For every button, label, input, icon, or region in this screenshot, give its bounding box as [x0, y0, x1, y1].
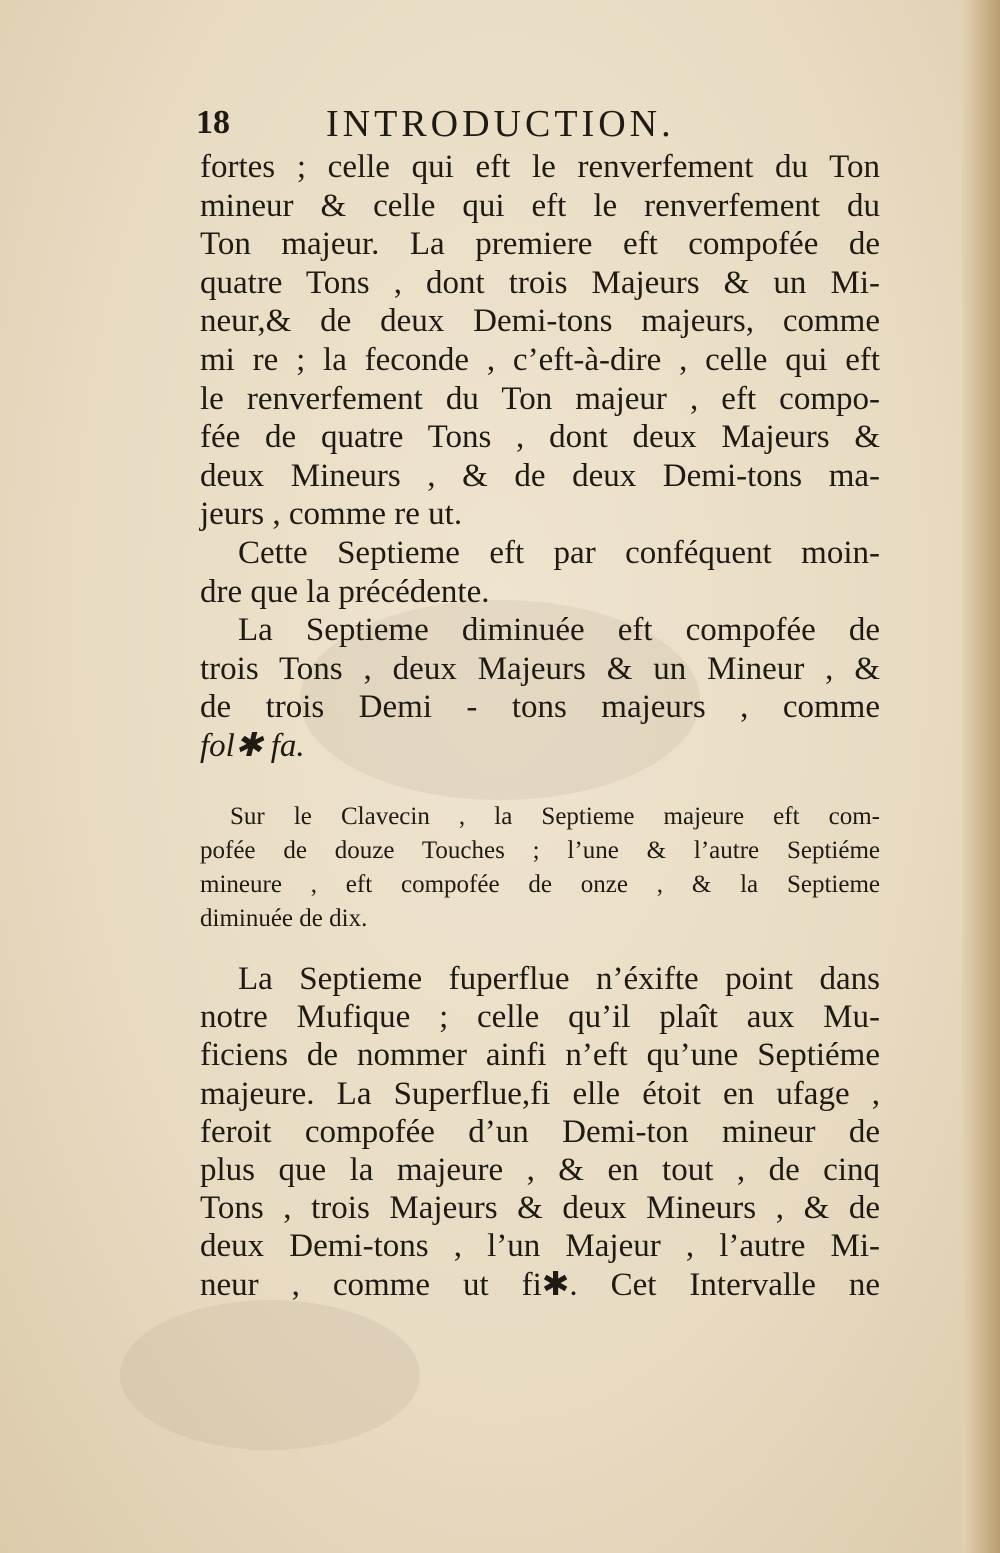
text-line: fée de quatre Tons , dont deux Majeurs &: [200, 419, 880, 456]
text-line: mineur & celle qui eft le renverfement du: [200, 187, 880, 224]
main-text-block: [200, 148, 880, 766]
text-line: majeure. La Superflue,fi elle étoit en ufage ,: [200, 1075, 880, 1112]
page-number: 18: [196, 104, 230, 141]
footnote-block: [200, 800, 880, 936]
text-line: mi re ; la feconde , c’eft-à-dire , celle qui eft: [200, 341, 880, 378]
text-line: de trois Demi - tons majeurs , comme: [200, 689, 880, 726]
running-title: INTRODUCTION.: [326, 103, 675, 145]
text-line: feroit compofée d’un Demi-ton mineur de: [200, 1113, 880, 1150]
paper-stain: [120, 1300, 420, 1450]
text-line: ficiens de nommer ainfi n’eft qu’une Septiéme: [200, 1037, 880, 1074]
main-text-block: [200, 960, 880, 1304]
note-line: diminuée de dix.: [200, 905, 368, 932]
text-line: neur , comme ut fi✱. Cet Intervalle ne: [200, 1266, 880, 1303]
text-line: La Septieme diminuée eft compofée de: [238, 612, 880, 649]
page-header: [196, 102, 876, 152]
text-line: Ton majeur. La premiere eft compofée de: [200, 226, 880, 263]
text-line: quatre Tons , dont trois Majeurs & un Mi-: [200, 264, 880, 301]
text-line: dre que la précédente.: [200, 573, 490, 610]
page-gutter: [962, 0, 1000, 1553]
text-line: La Septieme fuperflue n’éxifte point dans: [238, 961, 880, 997]
text-line: Tons , trois Majeurs & deux Mineurs , & de: [200, 1190, 880, 1227]
text-line: fortes ; celle qui eft le renverfement du Ton: [200, 149, 880, 185]
text-line: neur,& de deux Demi-tons majeurs, comme: [200, 303, 880, 340]
text-line: le renverfement du Ton majeur , eft compo-: [200, 380, 880, 417]
text-line: deux Mineurs , & de deux Demi-tons ma-: [200, 457, 880, 494]
text-line: notre Mufique ; celle qu’il plaît aux Mu-: [200, 999, 880, 1036]
text-line: trois Tons , deux Majeurs & un Mineur , &: [200, 650, 880, 687]
text-line: Cette Septieme eft par conféquent moin-: [238, 534, 880, 571]
text-line: jeurs , comme re ut.: [200, 496, 463, 533]
note-line: Sur le Clavecin , la Septieme majeure eft com-: [230, 803, 880, 830]
text-line: deux Demi-tons , l’un Majeur , l’autre Mi-: [200, 1228, 880, 1265]
note-line: pofée de douze Touches ; l’une & l’autre Septiéme: [200, 837, 880, 864]
note-line: mineure , eft compofée de onze , & la Septieme: [200, 871, 880, 898]
text-line: fol✱ fa.: [200, 727, 305, 764]
text-line: plus que la majeure , & en tout , de cinq: [200, 1152, 880, 1189]
